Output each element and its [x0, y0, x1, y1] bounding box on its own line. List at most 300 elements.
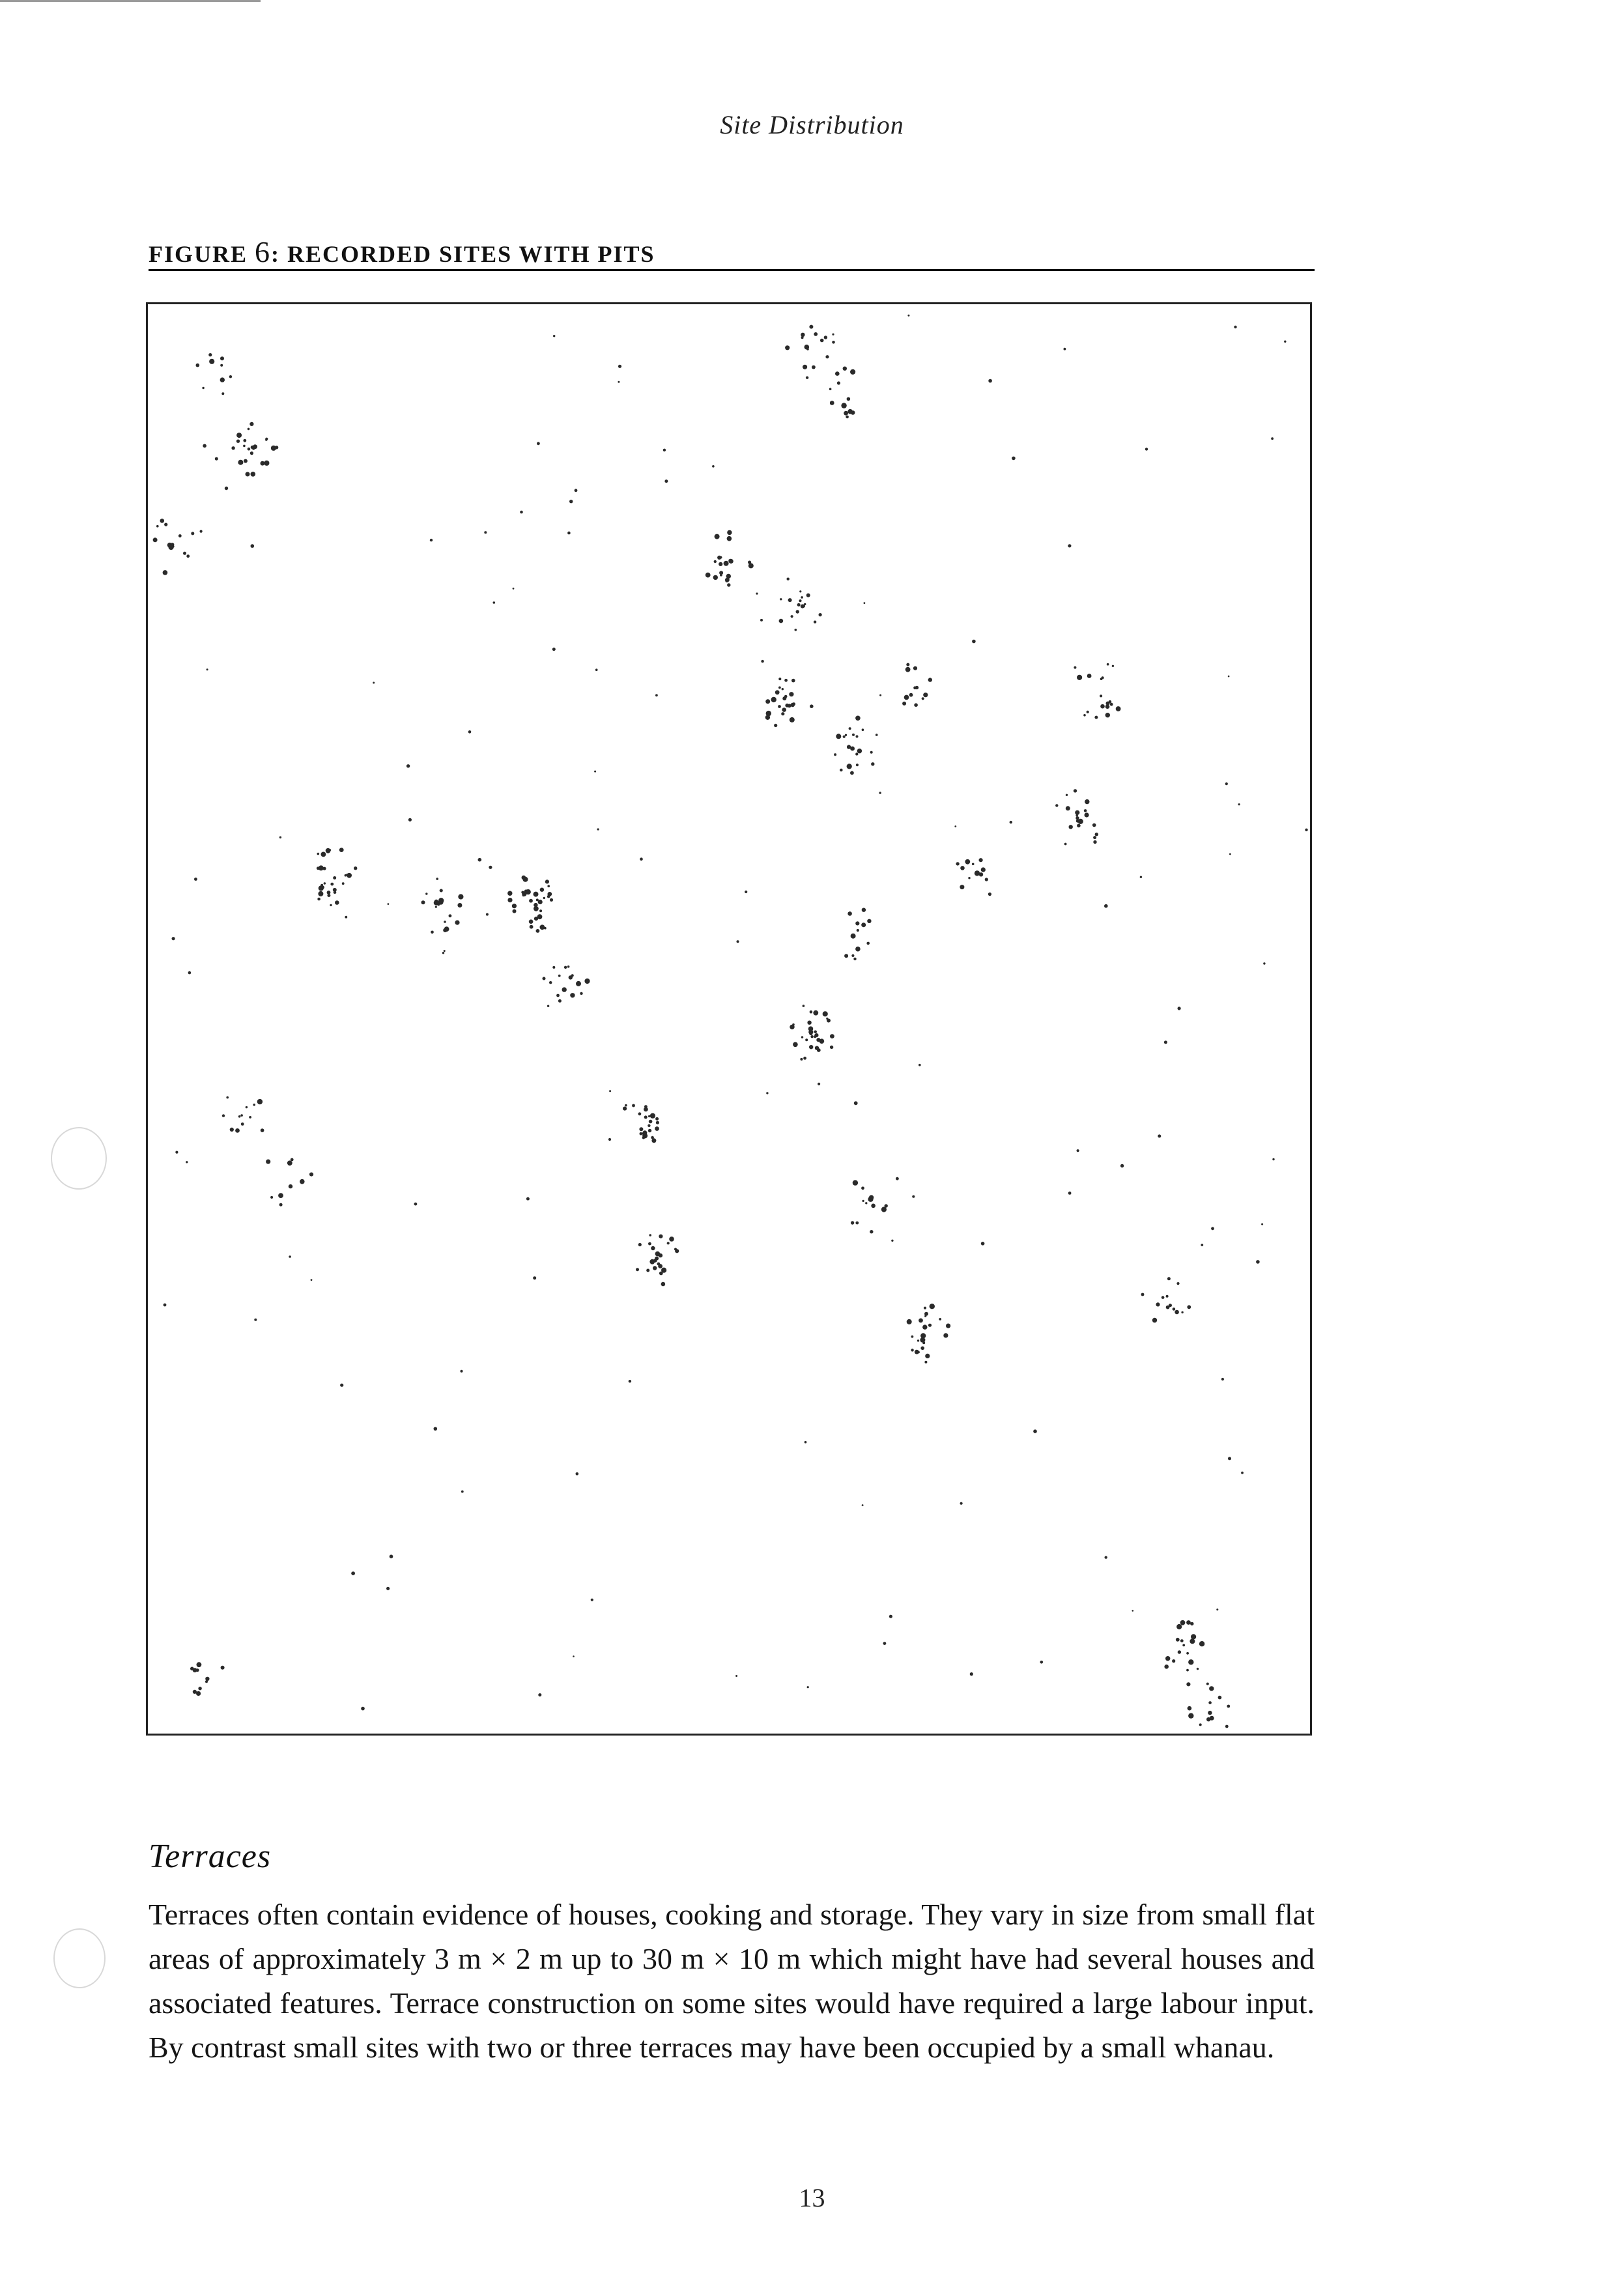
site-dot	[264, 461, 269, 466]
site-dot	[788, 598, 792, 602]
site-dot	[287, 1160, 292, 1165]
site-dot	[904, 695, 909, 700]
site-dot	[289, 1255, 291, 1258]
site-dot	[534, 906, 539, 911]
site-dot	[943, 1333, 948, 1337]
site-dot	[196, 1668, 199, 1672]
site-dot	[183, 552, 186, 555]
site-dot	[178, 534, 182, 537]
site-dot	[203, 444, 207, 448]
site-dot	[1107, 663, 1109, 666]
site-dot	[981, 1242, 985, 1246]
site-dot	[905, 667, 911, 672]
site-dot	[847, 397, 851, 401]
site-dot	[318, 891, 323, 896]
site-dot	[985, 878, 988, 881]
site-dot	[1112, 665, 1114, 667]
site-dot	[1161, 1296, 1165, 1299]
site-dot	[540, 924, 545, 930]
site-dot	[220, 377, 225, 382]
site-dot	[745, 891, 747, 893]
site-dot	[1145, 448, 1148, 450]
site-dot	[715, 534, 720, 539]
site-dot	[253, 1104, 255, 1106]
site-dot	[1066, 806, 1070, 810]
site-dot	[717, 556, 721, 560]
site-dot	[529, 919, 534, 924]
site-dot	[649, 1234, 651, 1237]
site-dot	[632, 1104, 635, 1108]
site-dot	[911, 1349, 913, 1351]
site-dot	[865, 1202, 867, 1204]
site-dot	[735, 1675, 737, 1677]
site-dot	[478, 858, 482, 862]
site-dot	[270, 1196, 273, 1199]
site-dot	[552, 648, 556, 651]
site-dot	[163, 570, 168, 575]
site-dot	[197, 1662, 202, 1667]
site-dot	[909, 693, 913, 697]
site-dot	[1055, 804, 1058, 807]
site-dot	[906, 663, 909, 666]
site-dot	[824, 336, 827, 339]
site-dot	[814, 1035, 816, 1038]
site-dot	[186, 554, 190, 558]
site-dot	[330, 883, 334, 886]
site-dot	[813, 1010, 818, 1016]
site-dot	[414, 1203, 418, 1206]
site-dot	[194, 878, 197, 881]
site-dot	[435, 906, 437, 908]
site-dot	[442, 952, 444, 954]
site-dot	[1227, 1705, 1230, 1708]
site-dot	[1156, 1302, 1160, 1306]
site-dot	[879, 792, 881, 793]
site-dot	[342, 882, 345, 885]
site-dot	[236, 433, 242, 438]
site-dot	[251, 472, 256, 477]
site-dot	[809, 325, 813, 329]
site-dot	[575, 489, 578, 492]
site-dot	[425, 893, 427, 894]
site-dot	[648, 1242, 651, 1246]
site-dot	[810, 704, 814, 708]
site-dot	[853, 1180, 858, 1185]
site-dot	[852, 734, 855, 736]
site-dot	[834, 753, 836, 756]
site-dot	[861, 922, 866, 927]
site-dot	[1221, 1378, 1224, 1380]
site-dot	[1085, 799, 1089, 804]
site-dot	[160, 519, 165, 523]
site-dot	[642, 1130, 647, 1135]
site-dot	[191, 532, 194, 535]
site-dot	[917, 1351, 920, 1354]
site-dot	[920, 1337, 925, 1343]
site-dot	[1263, 962, 1265, 964]
site-dot	[1010, 821, 1012, 823]
site-dot	[580, 992, 582, 995]
site-dot	[911, 1336, 914, 1338]
site-dot	[1164, 1040, 1167, 1044]
site-dot	[799, 590, 801, 592]
site-dot	[1211, 1227, 1214, 1230]
site-dot	[243, 445, 246, 448]
site-dot	[530, 925, 534, 929]
site-dot	[591, 1599, 593, 1601]
site-dot	[849, 727, 851, 730]
site-dot	[275, 446, 278, 449]
site-dot	[1176, 1282, 1179, 1285]
site-dot	[648, 1124, 650, 1127]
site-dot	[644, 1115, 648, 1119]
site-dot	[800, 1058, 803, 1061]
site-dot	[321, 887, 323, 890]
site-dot	[923, 693, 928, 697]
site-dot	[1241, 1472, 1244, 1474]
site-dot	[1199, 1641, 1204, 1646]
site-dot	[1182, 1644, 1185, 1647]
site-dot	[534, 892, 539, 897]
site-dot	[810, 1035, 813, 1038]
site-dot	[248, 448, 251, 451]
site-dot	[406, 764, 410, 767]
site-dot	[781, 712, 784, 715]
site-dot	[266, 1160, 270, 1164]
site-dot	[444, 921, 446, 923]
site-dot	[968, 877, 970, 879]
site-dot	[655, 694, 658, 696]
site-dot	[782, 708, 786, 712]
site-dot	[866, 942, 870, 945]
site-dot	[208, 353, 212, 356]
site-dot	[1188, 1706, 1192, 1711]
site-dot	[373, 682, 375, 684]
site-dot	[855, 716, 861, 721]
site-dot	[801, 333, 805, 337]
site-dot	[862, 728, 864, 731]
site-dot	[638, 1112, 642, 1115]
site-dot	[430, 539, 433, 541]
site-dot	[803, 1057, 806, 1060]
site-dot	[246, 472, 250, 476]
site-dot	[538, 1693, 541, 1696]
site-dot	[907, 1319, 912, 1324]
site-dot	[960, 866, 965, 870]
site-dot	[924, 1312, 928, 1316]
site-dot	[653, 1266, 657, 1270]
site-dot-layer	[148, 304, 1310, 1734]
site-dot	[850, 771, 854, 775]
site-dot	[870, 1230, 873, 1233]
site-dot	[1190, 1622, 1193, 1625]
site-dot	[861, 1186, 864, 1190]
site-dot	[537, 442, 540, 445]
site-dot	[221, 392, 224, 395]
site-dot	[457, 903, 462, 908]
site-dot	[727, 536, 732, 541]
site-dot	[251, 544, 255, 548]
site-dot	[766, 1092, 768, 1094]
site-dot	[1095, 833, 1098, 836]
site-dot	[1093, 836, 1096, 839]
site-dot	[939, 1318, 941, 1321]
site-dot	[390, 1554, 393, 1558]
site-dot	[778, 705, 781, 708]
site-dot	[714, 560, 717, 563]
site-dot	[928, 1324, 932, 1327]
page-number: 13	[799, 2183, 825, 2212]
site-dot	[164, 1304, 167, 1307]
site-dot	[253, 444, 257, 449]
site-dot	[836, 734, 841, 739]
site-dot	[193, 1690, 197, 1694]
site-dot	[1132, 1610, 1134, 1612]
site-dot	[784, 695, 788, 698]
site-dot	[553, 335, 555, 337]
site-dot	[543, 897, 545, 899]
site-dot	[549, 981, 552, 984]
body-paragraph: Terraces often contain evidence of houses, cooking and storage. They vary in size from small flat areas of approximately 3 m × 2 m up to 30 m × 10 m which might have had several houses and associated features. Terrace construction on some sites would have required a large labour input. By contrast small sites with two or three terraces may have been occupied by a small whanau.	[149, 1898, 1315, 2064]
site-dot	[848, 409, 853, 414]
site-dot	[655, 1126, 659, 1131]
site-dot	[507, 891, 512, 896]
site-dot	[238, 1115, 241, 1118]
site-dot	[924, 1315, 926, 1317]
site-dot	[805, 1038, 808, 1041]
site-dot	[1208, 1711, 1212, 1715]
site-dot	[867, 919, 871, 923]
site-dot	[1208, 1701, 1212, 1704]
site-dot	[779, 619, 784, 623]
site-dot	[291, 1158, 294, 1162]
site-dot	[1158, 1134, 1161, 1137]
site-dot	[1074, 789, 1077, 792]
site-dot	[640, 857, 643, 861]
site-dot	[965, 859, 970, 865]
site-dot	[1077, 824, 1081, 828]
site-dot	[317, 853, 320, 855]
site-dot	[766, 711, 771, 716]
figure-title: : RECORDED SITES WITH PITS	[271, 241, 655, 267]
site-dot	[279, 836, 281, 838]
site-dot	[1206, 1683, 1209, 1685]
site-dot	[1272, 1158, 1274, 1160]
site-dot	[862, 1504, 864, 1506]
site-dot	[819, 1038, 825, 1044]
site-dot	[235, 1128, 240, 1133]
site-dot	[806, 593, 810, 597]
site-dot	[843, 736, 846, 738]
site-dot	[871, 762, 874, 765]
site-dot	[1083, 714, 1086, 717]
site-dot	[196, 364, 200, 367]
site-dot	[1078, 819, 1083, 824]
site-dot	[774, 724, 777, 727]
site-dot	[1087, 711, 1089, 713]
site-dot	[830, 401, 834, 405]
site-dot	[817, 1048, 821, 1052]
site-dot	[156, 525, 159, 528]
site-dot	[827, 1019, 831, 1023]
site-dot	[791, 615, 793, 618]
site-dot	[771, 697, 776, 702]
site-dot	[855, 752, 858, 755]
site-dot	[825, 355, 829, 358]
site-dot	[814, 1031, 817, 1034]
site-dot	[804, 603, 806, 605]
site-dot	[567, 965, 570, 968]
site-dot	[1209, 1686, 1214, 1691]
site-dot	[748, 563, 754, 568]
site-dot	[1188, 1659, 1193, 1665]
site-dot	[855, 947, 861, 952]
site-dot	[1100, 694, 1102, 697]
site-dot	[229, 375, 232, 378]
site-dot	[1074, 666, 1076, 669]
site-dot	[623, 1107, 627, 1111]
site-dot	[1084, 809, 1087, 812]
site-dot	[261, 1128, 264, 1132]
site-dot	[840, 769, 843, 772]
site-dot	[351, 1571, 355, 1575]
site-dot	[1105, 1556, 1107, 1558]
site-dot	[570, 993, 575, 997]
site-dot	[956, 862, 959, 865]
site-dot	[200, 530, 203, 533]
site-dot	[1077, 1149, 1079, 1152]
site-dot	[244, 459, 248, 463]
site-dot	[761, 660, 763, 663]
site-dot	[221, 1666, 225, 1670]
site-dot	[584, 979, 590, 984]
site-dot	[1188, 1713, 1193, 1719]
site-dot	[1180, 1620, 1186, 1625]
site-dot	[526, 1197, 530, 1201]
site-dot	[803, 365, 807, 369]
site-dot	[220, 364, 223, 367]
site-dot	[727, 583, 730, 586]
site-dot	[924, 1307, 926, 1309]
site-dot	[1140, 876, 1142, 878]
site-dot	[421, 900, 425, 904]
site-dot	[1256, 1260, 1260, 1264]
site-dot	[225, 487, 228, 490]
site-dot	[847, 764, 852, 769]
site-dot	[330, 904, 332, 906]
site-dot	[254, 1319, 257, 1321]
site-dot	[249, 1116, 251, 1119]
site-dot	[309, 1173, 313, 1177]
site-dot	[1169, 1304, 1172, 1307]
punch-hole-upper	[51, 1127, 107, 1190]
site-dot	[658, 1264, 662, 1268]
site-dot	[737, 940, 739, 943]
site-dot	[333, 876, 336, 879]
site-dot	[659, 1272, 663, 1276]
site-dot	[807, 1021, 811, 1025]
site-dot	[1187, 1305, 1191, 1309]
site-dot	[1186, 1652, 1189, 1655]
site-dot	[1191, 1634, 1196, 1639]
site-dot	[438, 900, 444, 905]
site-dot	[1180, 1639, 1184, 1642]
site-dot	[857, 749, 862, 753]
site-dot	[1069, 825, 1073, 829]
site-dot	[536, 898, 539, 901]
site-dot	[851, 934, 856, 939]
site-dot	[784, 679, 788, 682]
site-dot	[830, 1034, 834, 1038]
site-dot	[249, 422, 253, 426]
site-dot	[819, 613, 822, 616]
site-dot	[1077, 675, 1082, 680]
site-dot	[675, 1249, 679, 1253]
site-dot	[458, 894, 463, 899]
site-dot	[1012, 457, 1016, 461]
site-dot	[552, 966, 555, 969]
site-dot	[455, 921, 459, 925]
site-dot	[408, 818, 412, 822]
site-dot	[597, 828, 599, 830]
site-dot	[787, 578, 790, 580]
figure-number: 6	[255, 235, 272, 268]
site-dot	[793, 1042, 798, 1048]
site-dot	[1173, 1308, 1176, 1311]
site-dot	[317, 898, 321, 901]
site-dot	[289, 1186, 291, 1188]
site-dot	[1216, 1608, 1218, 1610]
site-distribution-map	[146, 302, 1312, 1736]
site-dot	[556, 994, 560, 997]
site-dot	[558, 975, 561, 977]
site-dot	[443, 928, 447, 932]
site-dot	[321, 852, 326, 857]
site-dot	[1110, 703, 1113, 706]
site-dot	[1085, 812, 1089, 817]
site-dot	[988, 379, 992, 383]
site-dot	[954, 825, 956, 827]
site-dot	[814, 621, 816, 623]
site-dot	[198, 1687, 201, 1690]
site-dot	[1100, 678, 1103, 680]
site-dot	[883, 1642, 887, 1645]
site-dot	[791, 679, 795, 683]
site-dot	[522, 876, 526, 880]
site-dot	[778, 678, 781, 680]
site-dot	[792, 1023, 795, 1026]
site-dot	[818, 1083, 820, 1085]
site-dot	[1164, 1665, 1169, 1669]
site-dot	[339, 848, 344, 852]
site-dot	[1175, 1310, 1179, 1315]
site-dot	[1176, 1638, 1180, 1642]
site-dot	[535, 904, 537, 906]
site-dot	[638, 1243, 642, 1246]
site-dot	[765, 699, 770, 704]
site-dot	[434, 900, 439, 906]
site-dot	[329, 849, 331, 851]
site-dot	[960, 885, 964, 889]
site-dot	[1172, 1659, 1175, 1663]
site-dot	[1305, 829, 1307, 831]
site-dot	[468, 730, 472, 734]
site-dot	[529, 899, 533, 903]
site-dot	[172, 937, 175, 940]
site-dot	[507, 898, 512, 902]
site-dot	[799, 599, 801, 602]
site-dot	[914, 703, 918, 707]
